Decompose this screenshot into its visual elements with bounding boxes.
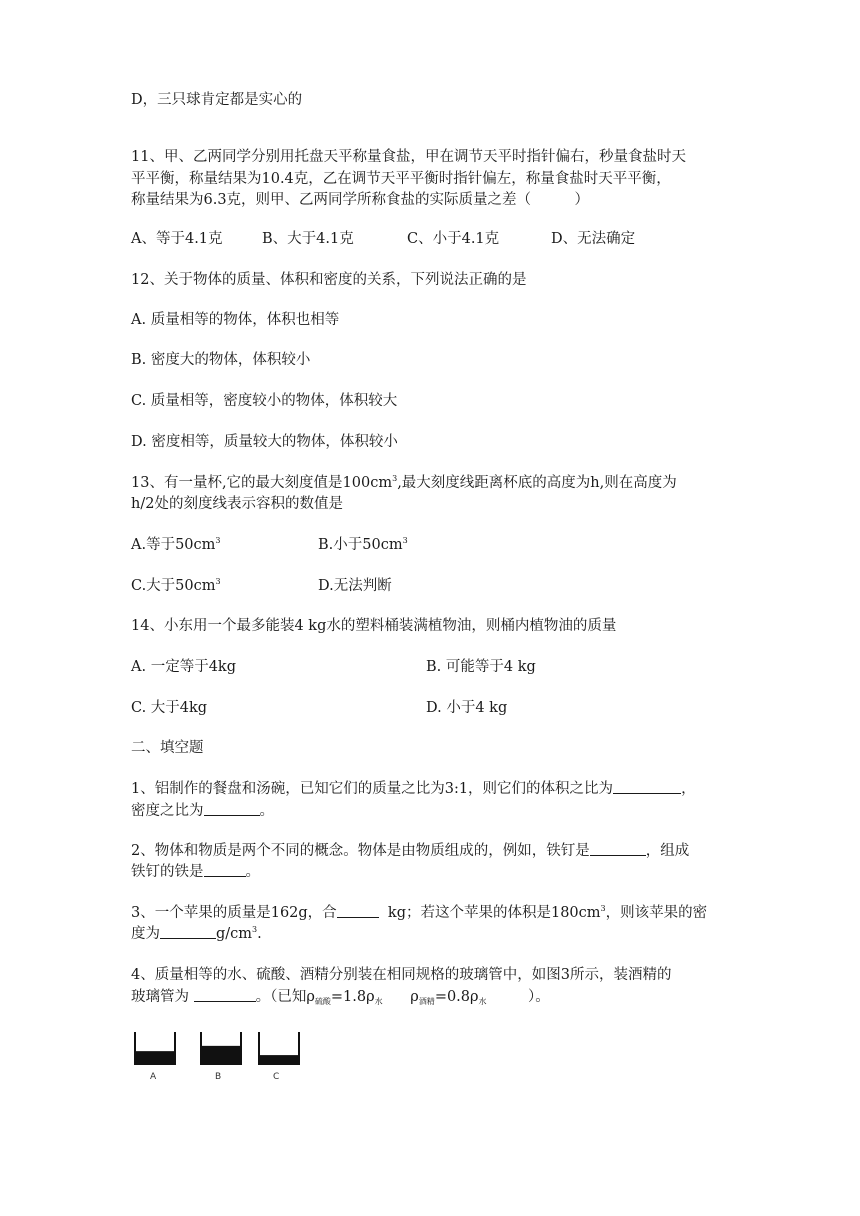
q14-option-b: B. 可能等于4 kg (426, 659, 536, 675)
tube-b-liquid (200, 1046, 242, 1065)
q11-option-b: B、大于4.1克 (262, 231, 354, 247)
q11-stem-line1: 11、甲、乙两同学分别用托盘天平称量食盐，甲在调节天平时指针偏右，秒量食盐时天 (131, 149, 686, 165)
q13-stem-line2: h/2处的刻度线表示容积的数值是 (131, 496, 343, 512)
q11-stem-line3: 称量结果为6.3克，则甲、乙两同学所称食盐的实际质量之差（ ） (131, 192, 590, 208)
fill1-line2: 密度之比为 。 (131, 803, 274, 819)
q12-option-c: C. 质量相等，密度较小的物体，体积较大 (131, 393, 398, 409)
q11-stem-line2: 平平衡，称量结果为10.4克，乙在调节天平平衡时指针偏左，称量食盐时天平平衡， (131, 171, 671, 187)
fill2-line2: 铁钉的铁是 。 (131, 864, 260, 880)
tube-a-liquid (134, 1051, 176, 1065)
fill4-line1: 4、质量相等的水、硫酸、酒精分别装在相同规格的玻璃管中，如图3所示，装酒精的 (131, 967, 672, 983)
tube-b-label: B (215, 1072, 222, 1082)
fill1-blank-1[interactable] (613, 779, 681, 794)
fill3-line1: 3、一个苹果的质量是162g，合 kg；若这个苹果的体积是$180cm^3$，则该苹果的密 (131, 904, 708, 921)
fill3-blank-2[interactable] (160, 924, 216, 939)
q13-stem-line1: 13、有一量杯,它的最大刻度值是$100cm^3$,最大刻度线距离杯底的高度为h,则在高度为 (131, 474, 677, 491)
fill3-line2: 度为 $g/cm^3$. (131, 925, 262, 942)
tube-a (134, 1032, 176, 1065)
q14-option-d: D. 小于4 kg (426, 700, 508, 716)
fill1-line1: 1、铝制作的餐盘和汤碗，已知它们的质量之比为3:1，则它们的体积之比为 ， (131, 781, 696, 797)
tube-c-label: C (273, 1072, 280, 1082)
fill2-blank-2[interactable] (204, 862, 246, 877)
tube-b (200, 1032, 242, 1065)
fill2-line1: 2、物体和物质是两个不同的概念。物体是由物质组成的，例如，铁钉是 ，组成 (131, 843, 690, 859)
q14-option-c: C. 大于4kg (131, 700, 208, 716)
q13-option-a: A.等于$50cm^3$ (131, 536, 221, 553)
fill4-line2: 玻璃管为 。（已知$\rho_{硫酸}=1.8\rho_水$ $\rho_{酒精}=0.8\rho_水$ ）。 (131, 989, 550, 1006)
fill4-blank-1[interactable] (194, 987, 256, 1002)
q13-option-b: B.小于$50cm^3$ (318, 536, 408, 553)
q11-option-a: A、等于4.1克 (131, 231, 223, 247)
q13-option-d: D.无法判断 (318, 578, 392, 594)
fill2-blank-1[interactable] (590, 841, 646, 856)
q13-option-c: C.大于$50cm^3$ (131, 577, 221, 594)
q14-stem: 14、小东用一个最多能装4 kg水的塑料桶装满植物油，则桶内植物油的质量 (131, 618, 617, 634)
q12-option-d: D. 密度相等，质量较大的物体，体积较小 (131, 434, 398, 450)
q12-option-a: A. 质量相等的物体，体积也相等 (131, 312, 340, 328)
q10-option-d: D，三只球肯定都是实心的 (131, 92, 303, 108)
q14-option-a: A. 一定等于4kg (131, 659, 236, 675)
section-title: 二、填空题 (131, 740, 204, 756)
q12-option-b: B. 密度大的物体，体积较小 (131, 352, 311, 368)
q12-stem: 12、关于物体的质量、体积和密度的关系，下列说法正确的是 (131, 272, 527, 288)
tube-c (258, 1032, 300, 1065)
fill3-blank-1[interactable] (337, 903, 379, 918)
tube-a-label: A (150, 1072, 157, 1082)
q11-option-c: C、小于4.1克 (407, 231, 500, 247)
fill1-blank-2[interactable] (204, 801, 260, 816)
q11-option-d: D、无法确定 (551, 231, 636, 247)
